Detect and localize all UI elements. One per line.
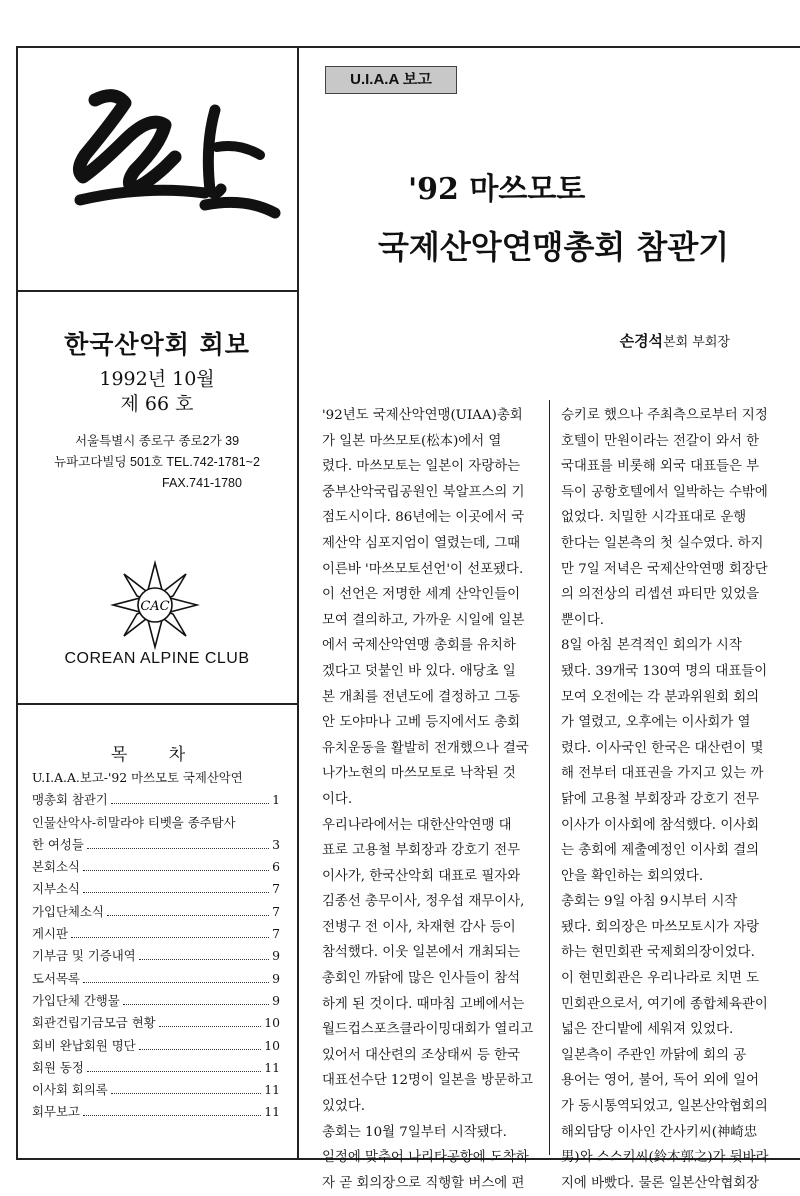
toc-item-title: 이사회 회의록	[32, 1082, 108, 1098]
article-text-line: 넓은 잔디밭에 세워져 있었다.	[561, 1022, 734, 1038]
toc-item-page: 11	[264, 1104, 280, 1120]
article-text-line: 안을 확인하는 회의였다.	[561, 868, 704, 884]
logo-rule	[16, 290, 298, 292]
article-text-line: 男)와 스스키씨(鈴木郭之)가 뒷바라	[561, 1150, 769, 1166]
toc-item	[32, 768, 280, 790]
toc-item-page: 3	[272, 836, 280, 852]
toc-item-page: 9	[272, 970, 280, 986]
article-text-line: 득이 공항호텔에서 일박하는 수밖에	[561, 484, 768, 500]
article-text-line: 제산악 심포지엄이 열렸는데, 그때	[322, 535, 521, 551]
article-text-line: 가 열렸고, 오후에는 이사회가 열	[561, 715, 751, 731]
article-text-line: 김종선 총무이사, 정우섭 재무이사,	[322, 894, 525, 910]
article-text-line: 총회는 9일 아침 9시부터 시작	[561, 894, 738, 910]
toc-leader-dots	[83, 870, 269, 871]
club-name: COREAN ALPINE CLUB	[64, 650, 250, 667]
toc-leader-dots	[87, 1071, 261, 1072]
toc-item-page: 9	[272, 992, 280, 1008]
toc-item-title: 회무보고	[32, 1104, 80, 1120]
toc-item	[32, 1102, 280, 1124]
toc-item	[32, 813, 280, 835]
toc-item-page: 10	[264, 1015, 280, 1031]
toc-item-page: 7	[272, 881, 280, 897]
article-text-line: 해외담당 이사인 간사키씨(神崎忠	[561, 1124, 758, 1140]
left-border	[16, 46, 18, 1159]
toc-item-title: 도서목록	[32, 970, 80, 986]
toc-item-title: 가입단체소식	[32, 903, 104, 919]
toc-item-title: 인물산악사-히말라야 티벳을 종주탐사	[32, 814, 236, 830]
article-text-line: 전병구 전 이사, 차재현 감사 등이	[322, 919, 516, 935]
article-text-line: 겠다고 덧붙인 바 있다. 애당초 일	[322, 663, 516, 679]
author-name: 손경석	[619, 332, 664, 350]
article-text-line: 이 선언은 저명한 세계 산악인들이	[322, 587, 521, 603]
club-rule	[16, 703, 298, 705]
article-text-line: 렸다. 이사국인 한국은 대산련이 몇	[561, 740, 764, 756]
toc-item-title: 게시판	[32, 926, 68, 942]
article-text-line: 있었다.	[322, 1099, 366, 1115]
top-rule	[16, 46, 800, 48]
address-fax: FAX.741-1780	[162, 476, 242, 490]
article-column-2	[561, 403, 781, 1196]
toc-leader-dots	[83, 1115, 261, 1116]
section-tag: U.I.A.A 보고	[325, 66, 457, 94]
toc-leader-dots	[71, 937, 269, 938]
article-text-line: 총회인 까닭에 많은 인사들이 참석	[322, 971, 521, 987]
article-text-line: 는 총회에 제출예정인 이사회 결의	[561, 843, 760, 859]
issue-date: 1992년 10월	[99, 368, 215, 390]
club-address	[16, 431, 298, 494]
toc-item-title: 한 여성들	[32, 836, 84, 852]
article-text-line: 하는 현민회관 국제회의장이었다.	[561, 945, 755, 961]
article-text-line: 본 개최를 전년도에 결정하고 그동	[322, 689, 521, 705]
article-text-line: 유치운동을 활발히 전개했으나 결국	[322, 740, 529, 756]
toc-item	[32, 991, 280, 1013]
toc-leader-dots	[83, 892, 269, 893]
article-text-line: 대표선수단 12명이 일본을 방문하고	[322, 1073, 533, 1089]
article-text-line: '92년도 국제산악연맹(UIAA)총회	[322, 408, 523, 423]
toc-item-page: 9	[272, 948, 280, 964]
toc-title: 목 차	[110, 745, 204, 765]
article-text-line: 일정에 맞추어 나리타공항에 도착하	[322, 1150, 529, 1166]
emblem-text: CAC	[140, 599, 170, 614]
article-text-line: 안 도야마나 고베 등지에서도 총회	[322, 715, 521, 731]
issue-number: 제 66 호	[120, 393, 194, 415]
address-line: 서울특별시 종로구 종로2가 39	[74, 434, 240, 448]
article-text-line: 나가노현의 마쓰모토로 낙착된 것	[322, 766, 516, 782]
article-text-line: 모여 오전에는 각 분과위원회 회의	[561, 689, 760, 705]
club-title: 한국산악회 회보	[64, 330, 250, 359]
headline-line-2: 국제산악연맹총회 참관기	[378, 228, 730, 266]
toc-item	[32, 1036, 280, 1058]
article-text-line: 이른바 '마쓰모토선언'이 선포됐다.	[322, 561, 524, 577]
article-text-line: 해 전부터 대표권을 가지고 있는 까	[561, 766, 764, 782]
article-text-line: 에서 국제산악연맹 총회를 유치하	[322, 638, 516, 654]
club-info	[16, 325, 298, 494]
toc-leader-dots	[111, 803, 269, 804]
toc-item	[32, 1080, 280, 1102]
toc-item-page: 7	[272, 903, 280, 919]
toc-item-page: 10	[264, 1037, 280, 1053]
toc-leader-dots	[139, 959, 269, 960]
author-role: 본회 부회장	[663, 335, 730, 350]
article-text-line: 이사가 이사회에 참석했다. 이사회	[561, 817, 760, 833]
edelweiss-emblem-icon	[110, 560, 200, 650]
toc-item	[32, 790, 280, 812]
toc-leader-dots	[123, 1004, 269, 1005]
article-text-line: 있어서 대산련의 조상태씨 등 한국	[322, 1047, 521, 1063]
article-text-line: 만 7일 저녁은 국제산악연맹 회장단	[561, 561, 768, 577]
article-text-line: 이 현민회관은 우리나라로 치면 도	[561, 971, 760, 987]
article-column-1	[322, 403, 542, 1196]
toc-item-title: 맹총회 참관기	[32, 792, 108, 808]
article-text-line: 참석했다. 이웃 일본에서 개최되는	[322, 945, 521, 961]
toc-leader-dots	[107, 915, 269, 916]
article-text-line: 없었다. 치밀한 시각표대로 운행	[561, 510, 747, 526]
article-text-line: 총회는 10월 7일부터 시작됐다.	[322, 1124, 507, 1140]
toc-item-page: 11	[264, 1082, 280, 1098]
toc-leader-dots	[83, 982, 269, 983]
toc-item-title: 가입단체 간행물	[32, 992, 120, 1008]
toc-item-page: 7	[272, 926, 280, 942]
toc-item	[32, 857, 280, 879]
article-text-line: 닭에 고용철 부회장과 강호기 전무	[561, 791, 760, 807]
toc-item	[32, 969, 280, 991]
article-text-line: 됐다. 회의장은 마쓰모토시가 자랑	[561, 919, 760, 935]
toc-item-title: 회비 완납회원 명단	[32, 1037, 136, 1053]
toc-item	[32, 946, 280, 968]
article-text-line: 중부산악국립공원인 북알프스의 기	[322, 484, 525, 500]
article-text-line: 지에 바빴다. 물론 일본산악협회장	[561, 1175, 760, 1191]
toc-item-page: 11	[264, 1059, 280, 1075]
headline-line-1: '92 마쓰모토	[408, 172, 586, 207]
article-text-line: 됐다. 39개국 130여 명의 대표들이	[561, 663, 768, 679]
toc-item-title: U.I.A.A.보고-'92 마쓰모토 국제산악연	[32, 770, 243, 785]
article-text-line: 하게 된 것이다. 때마침 고베에서는	[322, 996, 525, 1012]
toc-item-title: 본회소식	[32, 859, 80, 875]
toc-item	[32, 924, 280, 946]
article-text-line: 표로 고용철 부회장과 강호기 전무	[322, 843, 521, 859]
toc-leader-dots	[111, 1093, 261, 1094]
article-text-line: 용어는 영어, 불어, 독어 외에 일어	[561, 1073, 759, 1089]
article-text-line: 가 일본 마쓰모토(松本)에서 열	[322, 433, 502, 449]
table-of-contents	[32, 768, 280, 1125]
author-byline	[620, 330, 730, 351]
mountain-calligraphy-logo	[55, 85, 285, 225]
toc-item-title: 기부금 및 기증내역	[32, 948, 136, 964]
article-text-line: 월드컵스포츠클라이밍대회가 열리고	[322, 1022, 534, 1038]
address-line: 뉴파고다빌딩 501호 TEL.742-1781~2	[54, 455, 260, 469]
toc-item-title: 지부소식	[32, 881, 80, 897]
article-text-line: 점도시이다. 86년에는 이곳에서 국	[322, 510, 525, 526]
toc-item-page: 1	[272, 792, 280, 808]
article-text-line: 한다는 일본측의 첫 실수였다. 하지	[561, 535, 764, 551]
toc-item	[32, 835, 280, 857]
article-text-line: 민회관으로서, 여기에 종합체육관이	[561, 996, 768, 1012]
article-text-line: 8일 아침 본격적인 회의가 시작	[561, 638, 742, 654]
toc-item	[32, 879, 280, 901]
sidebar-divider	[297, 46, 299, 1159]
toc-item	[32, 1058, 280, 1080]
toc-item-title: 회원 동정	[32, 1059, 84, 1075]
toc-item	[32, 902, 280, 924]
article-text-line: 이사가, 한국산악회 대표로 필자와	[322, 868, 521, 884]
article-text-line: 우리나라에서는 대한산악연맹 대	[322, 817, 512, 833]
article-text-line: 렸다. 마쓰모토는 일본이 자랑하는	[322, 459, 521, 475]
article-text-line: 호텔이 만원이라는 전갈이 와서 한	[561, 433, 760, 449]
article-text-line: 이다.	[322, 791, 353, 807]
toc-leader-dots	[139, 1049, 262, 1050]
column-divider	[549, 400, 550, 1155]
article-text-line: 가 동시통역되었고, 일본산악협회의	[561, 1099, 768, 1115]
article-text-line: 국대표를 비롯해 외국 대표들은 부	[561, 459, 760, 475]
toc-item-page: 6	[272, 859, 280, 875]
toc-leader-dots	[159, 1026, 262, 1027]
article-text-line: 뿐이다.	[561, 612, 605, 628]
toc-item-title: 회관건립기금모금 현황	[32, 1015, 156, 1031]
article-text-line: 모여 결의하고, 가까운 시일에 일본	[322, 612, 525, 628]
article-text-line: 일본측이 주관인 까닭에 회의 공	[561, 1047, 747, 1063]
article-text-line: 자 곧 회의장으로 직행할 버스에 편	[322, 1175, 525, 1191]
article-text-line: 의 의전상의 리셉션 파티만 있었을	[561, 587, 760, 603]
toc-leader-dots	[87, 848, 269, 849]
toc-item	[32, 1013, 280, 1035]
article-text-line: 승키로 했으나 주최측으로부터 지정	[561, 408, 768, 423]
